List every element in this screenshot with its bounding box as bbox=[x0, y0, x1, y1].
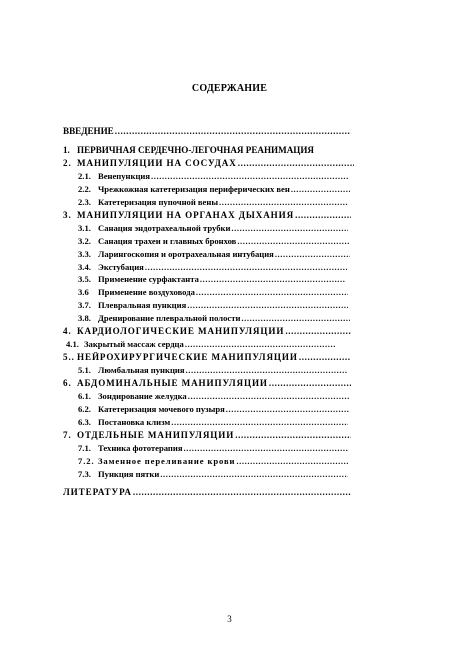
toc-entry bbox=[78, 274, 346, 285]
toc-dot-leader bbox=[196, 287, 348, 298]
toc-entry-title: Санация трахеи и главных бронхов bbox=[98, 236, 237, 246]
toc-entry-number: 7.3. bbox=[78, 469, 91, 479]
toc-entry-title: ОТДЕЛЬНЫЕ МАНИПУЛЯЦИИ bbox=[77, 430, 235, 440]
toc-dot-leader bbox=[269, 378, 351, 389]
toc-entry bbox=[63, 378, 351, 389]
toc-entry-title: Санация эндотрахеальной трубки bbox=[98, 223, 231, 233]
toc-dot-leader bbox=[299, 352, 351, 363]
toc-entry-title: Пункция пятки bbox=[98, 469, 160, 479]
toc-entry-title: Закрытый массаж сердца bbox=[84, 339, 184, 349]
toc-entry-title: Постановка клизм bbox=[98, 417, 171, 427]
toc-entry-number: 3.5. bbox=[78, 274, 91, 284]
toc-entry bbox=[63, 352, 351, 363]
toc-dot-leader bbox=[291, 184, 350, 195]
toc-dot-leader bbox=[226, 404, 350, 415]
toc-entry-title: Катетеризация мочевого пузыря bbox=[98, 404, 225, 414]
toc-entry bbox=[78, 365, 348, 376]
toc-entry-title: Венепункция bbox=[98, 171, 151, 181]
toc-dot-leader bbox=[186, 365, 349, 376]
toc-dot-leader bbox=[285, 326, 351, 337]
toc-dot-leader bbox=[115, 126, 351, 137]
toc-dot-leader bbox=[151, 171, 348, 182]
toc-entry bbox=[66, 339, 336, 350]
toc-entry-number: 4. bbox=[63, 326, 72, 336]
toc-entry bbox=[78, 443, 348, 454]
toc-entry bbox=[78, 287, 348, 298]
toc-entry bbox=[78, 171, 348, 182]
toc-dot-leader bbox=[275, 249, 350, 260]
toc-entry-number: 7.2. bbox=[78, 456, 95, 466]
toc-entry bbox=[78, 313, 350, 324]
toc-entry bbox=[63, 326, 351, 337]
toc-entry-number: 1. bbox=[63, 145, 70, 155]
toc-dot-leader bbox=[145, 262, 347, 273]
toc-entry-number: 3.6 bbox=[78, 287, 89, 297]
toc-entry-title: Заменное переливание крови bbox=[98, 456, 236, 466]
toc-entry-number: 6.1. bbox=[78, 391, 91, 401]
toc-entry-number: 6.2. bbox=[78, 404, 91, 414]
toc-entry bbox=[78, 236, 350, 247]
toc-dot-leader bbox=[160, 469, 348, 480]
toc-entry-number: 6.3. bbox=[78, 417, 91, 427]
toc-entry-number: 3.2. bbox=[78, 236, 91, 246]
toc-entry-title: ЛИТЕРАТУРА bbox=[63, 487, 132, 497]
toc-entry-title: ПЕРВИЧНАЯ СЕРДЕЧНО-ЛЕГОЧНАЯ РЕАНИМАЦИЯ bbox=[77, 145, 314, 155]
toc-entry-title: ВВЕДЕНИЕ bbox=[63, 126, 114, 136]
toc-dot-leader bbox=[184, 443, 349, 454]
toc-entry-number: 4.1. bbox=[66, 339, 79, 349]
page-number: 3 bbox=[227, 614, 232, 624]
toc-entry-title: Катетеризация пупочной вены bbox=[98, 197, 219, 207]
toc-entry-title: Чрежкожная катетеризация периферических вен bbox=[98, 184, 290, 194]
toc-entry bbox=[63, 145, 357, 156]
toc-entry bbox=[78, 300, 348, 311]
toc-dot-leader bbox=[231, 223, 348, 234]
toc-entry-title: Экстубация bbox=[98, 262, 144, 272]
toc-dot-leader bbox=[237, 236, 350, 247]
toc-entry-title: Применение воздуховода bbox=[98, 287, 195, 297]
toc-entry-number: 5.1. bbox=[78, 365, 91, 375]
toc-entry-title: Техника фототерапия bbox=[98, 443, 183, 453]
toc-dot-leader bbox=[219, 197, 348, 208]
toc-entry-number: 6. bbox=[63, 378, 72, 388]
toc-entry bbox=[63, 487, 351, 498]
toc-entry bbox=[63, 126, 351, 137]
toc-entry-title: КАРДИОЛОГИЧЕСКИЕ МАНИПУЛЯЦИИ bbox=[77, 326, 285, 336]
toc-entry-number: 3.4. bbox=[78, 262, 91, 272]
toc-entry-number: 3. bbox=[63, 210, 72, 220]
toc-entry-title: Ларингоскопия и оротрахеальная интубация bbox=[98, 249, 274, 259]
toc-entry-title: Зондирование желудка bbox=[98, 391, 187, 401]
toc-dot-leader bbox=[295, 210, 351, 221]
toc-entry bbox=[78, 417, 348, 428]
toc-dot-leader bbox=[241, 313, 350, 324]
toc-entry-number: 3.8. bbox=[78, 313, 91, 323]
toc-entry bbox=[78, 469, 348, 480]
toc-entry bbox=[63, 210, 351, 221]
toc-entry bbox=[63, 430, 351, 441]
toc-entry-title: Плевральная пункция bbox=[98, 300, 187, 310]
toc-entry-number: 2.2. bbox=[78, 184, 91, 194]
toc-entry-title: Дренирование плевральной полости bbox=[98, 313, 241, 323]
toc-dot-leader bbox=[200, 274, 346, 285]
toc-entry-title: МАНИПУЛЯЦИИ НА СОСУДАХ bbox=[77, 158, 237, 168]
toc-entry-number: 7. bbox=[63, 430, 72, 440]
toc-dot-leader bbox=[236, 456, 348, 467]
toc-entry-title: НЕЙРОХИРУРГИЧЕСКИЕ МАНИПУЛЯЦИИ bbox=[77, 352, 298, 362]
toc-entry-number: 5.. bbox=[63, 352, 75, 362]
toc-entry-number: 3.1. bbox=[78, 223, 91, 233]
toc-entry bbox=[78, 184, 350, 195]
toc-dot-leader bbox=[185, 339, 336, 350]
toc-dot-leader bbox=[171, 417, 348, 428]
toc-dot-leader bbox=[235, 430, 351, 441]
toc-entry-number: 2.3. bbox=[78, 197, 91, 207]
toc-dot-leader bbox=[188, 391, 350, 402]
toc-entry bbox=[78, 262, 347, 273]
toc-entry-title: АБДОМИНАЛЬНЫЕ МАНИПУЛЯЦИИ bbox=[77, 378, 268, 388]
toc-entry bbox=[78, 249, 350, 260]
toc-entry bbox=[78, 223, 348, 234]
toc-entry bbox=[63, 158, 354, 169]
toc-entry-title: Люмбальная пункция bbox=[98, 365, 185, 375]
toc-dot-leader bbox=[238, 158, 354, 169]
toc-entry-number: 3.3. bbox=[78, 249, 91, 259]
toc-entry bbox=[78, 404, 350, 415]
toc-entry bbox=[78, 197, 348, 208]
toc-entry bbox=[78, 391, 350, 402]
toc-entry-number: 2. bbox=[63, 158, 72, 168]
toc-entry-title: Применение сурфактанта bbox=[98, 274, 199, 284]
page-title: СОДЕРЖАНИЕ bbox=[191, 83, 268, 94]
toc-dot-leader bbox=[133, 487, 351, 498]
toc-entry-number: 3.7. bbox=[78, 300, 91, 310]
toc-entry-number: 2.1. bbox=[78, 171, 91, 181]
toc-dot-leader bbox=[187, 300, 348, 311]
toc-entry-title: МАНИПУЛЯЦИИ НА ОРГАНАХ ДЫХАНИЯ bbox=[77, 210, 295, 220]
toc-entry-number: 7.1. bbox=[78, 443, 91, 453]
toc-entry bbox=[78, 456, 348, 467]
